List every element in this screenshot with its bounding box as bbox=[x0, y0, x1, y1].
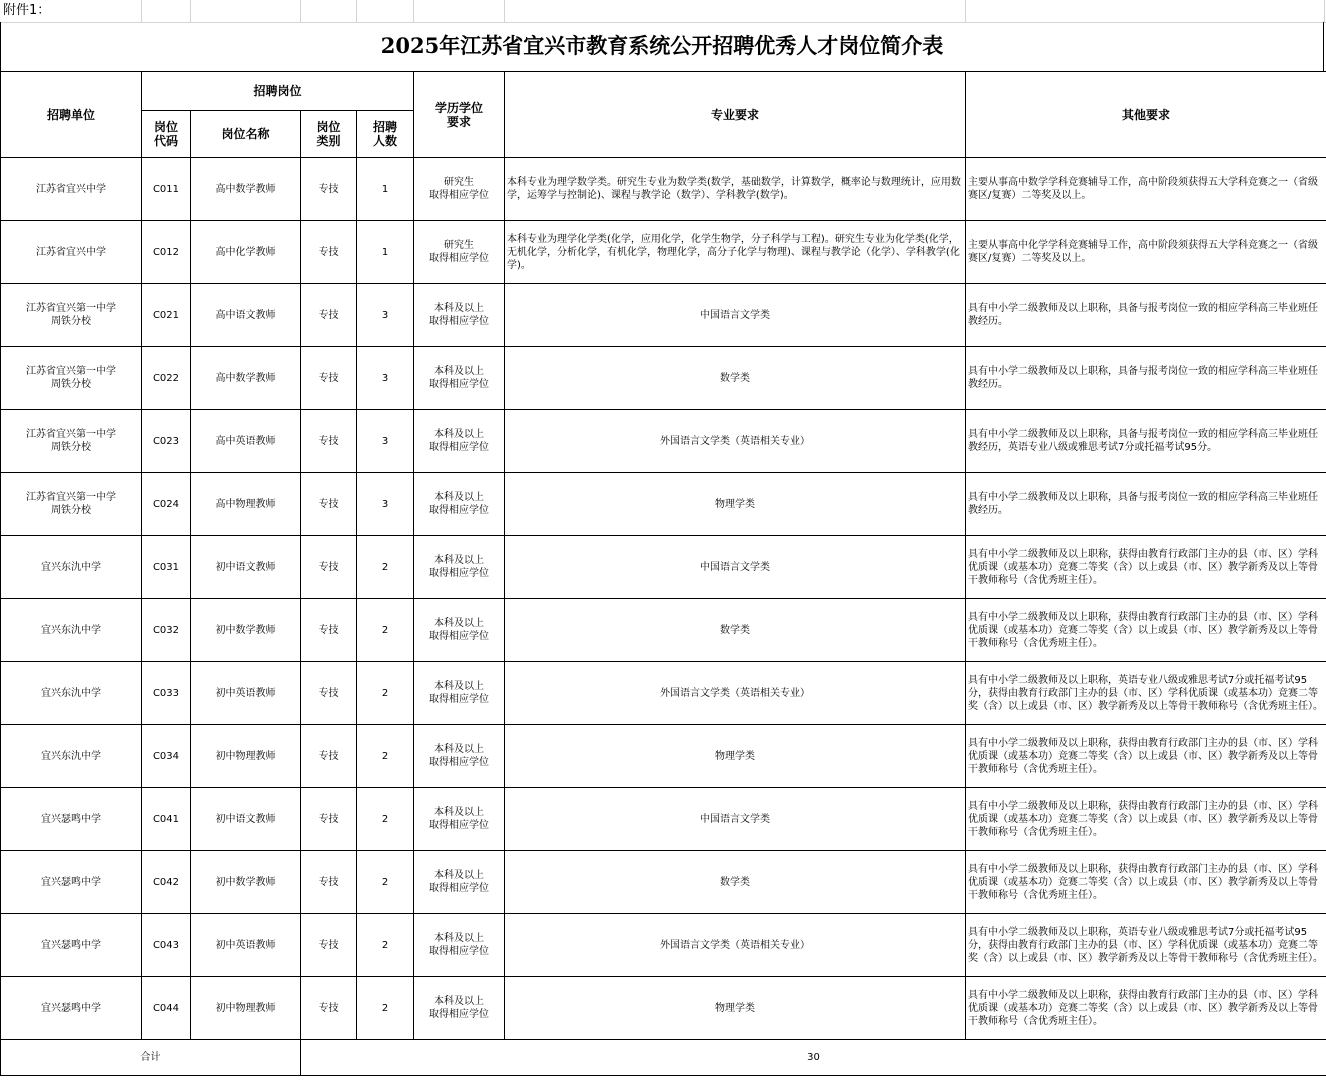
header-code[interactable]: 岗位 代码 bbox=[142, 111, 191, 158]
cell-name[interactable]: 初中物理教师 bbox=[191, 725, 301, 788]
cell-other[interactable]: 具有中小学二级教师及以上职称，获得由教育行政部门主办的县（市、区）学科优质课（或基本功）竞赛二等奖（含）以上或县（市、区）教学新秀及以上等骨干教师称号（含优秀班主任）。 bbox=[966, 725, 1326, 788]
cell-degree[interactable]: 本科及以上 取得相应学位 bbox=[414, 914, 505, 977]
cell-unit[interactable]: 宜兴瑟鸣中学 bbox=[1, 914, 142, 977]
header-category[interactable]: 岗位 类别 bbox=[301, 111, 357, 158]
cell-major[interactable]: 数学类 bbox=[505, 347, 966, 410]
cell-major[interactable]: 外国语言文学类（英语相关专业） bbox=[505, 662, 966, 725]
cell-major[interactable]: 本科专业为理学化学类(化学，应用化学，化学生物学，分子科学与工程)。研究生专业为化学类(化学，无机化学，分析化学，有机化学，物理化学，高分子化学与物理)、课程与教学论（化学）、学科教学(化学)。 bbox=[505, 221, 966, 284]
cell-degree[interactable]: 本科及以上 取得相应学位 bbox=[414, 725, 505, 788]
cell-name[interactable]: 初中英语教师 bbox=[191, 662, 301, 725]
cell-other[interactable]: 具有中小学二级教师及以上职称，获得由教育行政部门主办的县（市、区）学科优质课（或基本功）竞赛二等奖（含）以上或县（市、区）教学新秀及以上等骨干教师称号（含优秀班主任）。 bbox=[966, 977, 1326, 1040]
cell-degree[interactable]: 研究生 取得相应学位 bbox=[414, 158, 505, 221]
cell-code[interactable]: C034 bbox=[142, 725, 191, 788]
cell-degree[interactable]: 本科及以上 取得相应学位 bbox=[414, 347, 505, 410]
cell-name[interactable]: 初中数学教师 bbox=[191, 851, 301, 914]
cell-major[interactable]: 外国语言文学类（英语相关专业） bbox=[505, 410, 966, 473]
cell-count[interactable]: 2 bbox=[357, 662, 414, 725]
cell-other[interactable]: 具有中小学二级教师及以上职称，具备与报考岗位一致的相应学科高三毕业班任教经历。 bbox=[966, 347, 1326, 410]
cell-unit[interactable]: 江苏省宜兴第一中学 周铁分校 bbox=[1, 473, 142, 536]
cell-degree[interactable]: 本科及以上 取得相应学位 bbox=[414, 851, 505, 914]
cell-name[interactable]: 初中英语教师 bbox=[191, 914, 301, 977]
table-row bbox=[1, 158, 1326, 221]
table-row bbox=[1, 977, 1326, 1040]
cell-degree[interactable]: 本科及以上 取得相应学位 bbox=[414, 599, 505, 662]
cell-code[interactable]: C042 bbox=[142, 851, 191, 914]
cell-major[interactable]: 本科专业为理学数学类。研究生专业为数学类(数学，基础数学，计算数学，概率论与数理统计，应用数学，运筹学与控制论)、课程与教学论（数学）、学科教学(数学)。 bbox=[505, 158, 966, 221]
attachment-label: 附件1： bbox=[3, 3, 51, 18]
cell-name[interactable]: 高中语文教师 bbox=[191, 284, 301, 347]
cell-unit[interactable]: 宜兴瑟鸣中学 bbox=[1, 977, 142, 1040]
cell-major[interactable]: 物理学类 bbox=[505, 473, 966, 536]
cell-unit[interactable]: 宜兴东氿中学 bbox=[1, 599, 142, 662]
cell-degree[interactable]: 本科及以上 取得相应学位 bbox=[414, 536, 505, 599]
cell-name[interactable]: 初中数学教师 bbox=[191, 599, 301, 662]
cell-category[interactable]: 专技 bbox=[301, 977, 357, 1040]
cell-degree[interactable]: 本科及以上 取得相应学位 bbox=[414, 473, 505, 536]
cell-count[interactable]: 2 bbox=[357, 725, 414, 788]
cell-category[interactable]: 专技 bbox=[301, 599, 357, 662]
cell-unit[interactable]: 宜兴东氿中学 bbox=[1, 725, 142, 788]
cell-count[interactable]: 3 bbox=[357, 410, 414, 473]
cell-major[interactable]: 物理学类 bbox=[505, 977, 966, 1040]
cell-major[interactable]: 外国语言文学类（英语相关专业） bbox=[505, 914, 966, 977]
cell-code[interactable]: C043 bbox=[142, 914, 191, 977]
cell-other[interactable]: 具有中小学二级教师及以上职称，获得由教育行政部门主办的县（市、区）学科优质课（或基本功）竞赛二等奖（含）以上或县（市、区）教学新秀及以上等骨干教师称号（含优秀班主任）。 bbox=[966, 599, 1326, 662]
cell-category[interactable]: 专技 bbox=[301, 221, 357, 284]
cell-count[interactable]: 2 bbox=[357, 914, 414, 977]
gridline bbox=[190, 0, 191, 22]
cell-name[interactable]: 高中化学教师 bbox=[191, 221, 301, 284]
cell-category[interactable]: 专技 bbox=[301, 914, 357, 977]
top-grid-row bbox=[0, 0, 1326, 23]
cell-name[interactable]: 初中物理教师 bbox=[191, 977, 301, 1040]
cell-name[interactable]: 初中语文教师 bbox=[191, 536, 301, 599]
cell-unit[interactable]: 宜兴东氿中学 bbox=[1, 536, 142, 599]
cell-code[interactable]: C012 bbox=[142, 221, 191, 284]
cell-code[interactable]: C024 bbox=[142, 473, 191, 536]
cell-other[interactable]: 具有中小学二级教师及以上职称，英语专业八级或雅思考试7分或托福考试95分，获得由教育行政部门主办的县（市、区）学科优质课（或基本功）竞赛二等奖（含）以上或县（市、区）教学新秀及以上等骨干教师称号（含优秀班主任）。 bbox=[966, 662, 1326, 725]
cell-category[interactable]: 专技 bbox=[301, 347, 357, 410]
cell-category[interactable]: 专技 bbox=[301, 851, 357, 914]
cell-count[interactable]: 2 bbox=[357, 599, 414, 662]
cell-count[interactable]: 3 bbox=[357, 284, 414, 347]
cell-category[interactable]: 专技 bbox=[301, 158, 357, 221]
cell-code[interactable]: C033 bbox=[142, 662, 191, 725]
header-other[interactable]: 其他要求 bbox=[966, 72, 1326, 158]
table-row bbox=[1, 725, 1326, 788]
cell-name[interactable]: 高中数学教师 bbox=[191, 347, 301, 410]
cell-major[interactable]: 数学类 bbox=[505, 851, 966, 914]
cell-name[interactable]: 高中物理教师 bbox=[191, 473, 301, 536]
table-row bbox=[1, 662, 1326, 725]
table-row bbox=[1, 914, 1326, 977]
header-unit[interactable]: 招聘单位 bbox=[1, 72, 142, 158]
cell-degree[interactable]: 本科及以上 取得相应学位 bbox=[414, 788, 505, 851]
cell-category[interactable]: 专技 bbox=[301, 284, 357, 347]
table-row bbox=[1, 473, 1326, 536]
cell-other[interactable]: 具有中小学二级教师及以上职称，获得由教育行政部门主办的县（市、区）学科优质课（或基本功）竞赛二等奖（含）以上或县（市、区）教学新秀及以上等骨干教师称号（含优秀班主任）。 bbox=[966, 788, 1326, 851]
cell-category[interactable]: 专技 bbox=[301, 725, 357, 788]
cell-other[interactable]: 具有中小学二级教师及以上职称，具备与报考岗位一致的相应学科高三毕业班任教经历。 bbox=[966, 473, 1326, 536]
cell-degree[interactable]: 本科及以上 取得相应学位 bbox=[414, 410, 505, 473]
total-label[interactable]: 合计 bbox=[1, 1040, 301, 1076]
cell-category[interactable]: 专技 bbox=[301, 473, 357, 536]
cell-category[interactable]: 专技 bbox=[301, 410, 357, 473]
cell-count[interactable]: 2 bbox=[357, 788, 414, 851]
header-name[interactable]: 岗位名称 bbox=[191, 111, 301, 158]
cell-unit[interactable]: 江苏省宜兴中学 bbox=[1, 158, 142, 221]
gridline bbox=[141, 0, 142, 22]
cell-code[interactable]: C022 bbox=[142, 347, 191, 410]
cell-unit[interactable]: 江苏省宜兴第一中学 周铁分校 bbox=[1, 410, 142, 473]
cell-degree[interactable]: 本科及以上 取得相应学位 bbox=[414, 662, 505, 725]
cell-code[interactable]: C021 bbox=[142, 284, 191, 347]
cell-major[interactable]: 中国语言文学类 bbox=[505, 284, 966, 347]
cell-count[interactable]: 3 bbox=[357, 347, 414, 410]
cell-code[interactable]: C031 bbox=[142, 536, 191, 599]
table-row bbox=[1, 284, 1326, 347]
gridline bbox=[413, 0, 414, 22]
cell-degree[interactable]: 研究生 取得相应学位 bbox=[414, 221, 505, 284]
cell-other[interactable]: 具有中小学二级教师及以上职称，获得由教育行政部门主办的县（市、区）学科优质课（或基本功）竞赛二等奖（含）以上或县（市、区）教学新秀及以上等骨干教师称号（含优秀班主任）。 bbox=[966, 536, 1326, 599]
cell-count[interactable]: 1 bbox=[357, 221, 414, 284]
table-row bbox=[1, 788, 1326, 851]
cell-count[interactable]: 2 bbox=[357, 851, 414, 914]
total-row bbox=[1, 1040, 1326, 1076]
header-degree[interactable]: 学历学位 要求 bbox=[414, 72, 505, 158]
cell-unit[interactable]: 宜兴瑟鸣中学 bbox=[1, 788, 142, 851]
cell-unit[interactable]: 宜兴东氿中学 bbox=[1, 662, 142, 725]
table-row bbox=[1, 599, 1326, 662]
cell-other[interactable]: 具有中小学二级教师及以上职称，获得由教育行政部门主办的县（市、区）学科优质课（或基本功）竞赛二等奖（含）以上或县（市、区）教学新秀及以上等骨干教师称号（含优秀班主任）。 bbox=[966, 851, 1326, 914]
cell-category[interactable]: 专技 bbox=[301, 662, 357, 725]
gridline bbox=[356, 0, 357, 22]
cell-degree[interactable]: 本科及以上 取得相应学位 bbox=[414, 284, 505, 347]
cell-name[interactable]: 初中语文教师 bbox=[191, 788, 301, 851]
cell-count[interactable]: 1 bbox=[357, 158, 414, 221]
cell-unit[interactable]: 宜兴瑟鸣中学 bbox=[1, 851, 142, 914]
cell-count[interactable]: 2 bbox=[357, 536, 414, 599]
cell-count[interactable]: 3 bbox=[357, 473, 414, 536]
cell-other[interactable]: 具有中小学二级教师及以上职称，英语专业八级或雅思考试7分或托福考试95分，获得由教育行政部门主办的县（市、区）学科优质课（或基本功）竞赛二等奖（含）以上或县（市、区）教学新秀及以上等骨干教师称号（含优秀班主任）。 bbox=[966, 914, 1326, 977]
table-row bbox=[1, 536, 1326, 599]
cell-code[interactable]: C011 bbox=[142, 158, 191, 221]
cell-code[interactable]: C041 bbox=[142, 788, 191, 851]
table-row bbox=[1, 221, 1326, 284]
positions-table bbox=[0, 71, 1326, 1076]
header-position-group[interactable]: 招聘岗位 bbox=[142, 72, 414, 111]
cell-code[interactable]: C032 bbox=[142, 599, 191, 662]
cell-unit[interactable]: 江苏省宜兴第一中学 周铁分校 bbox=[1, 347, 142, 410]
page-title: 2025年江苏省宜兴市教育系统公开招聘优秀人才岗位简介表 bbox=[380, 33, 944, 58]
total-value[interactable]: 30 bbox=[301, 1040, 1326, 1076]
cell-code[interactable]: C044 bbox=[142, 977, 191, 1040]
cell-major[interactable]: 数学类 bbox=[505, 599, 966, 662]
header-major[interactable]: 专业要求 bbox=[505, 72, 966, 158]
cell-name[interactable]: 高中数学教师 bbox=[191, 158, 301, 221]
cell-other[interactable]: 主要从事高中化学学科竞赛辅导工作，高中阶段须获得五大学科竞赛之一（省级赛区/复赛）二等奖及以上。 bbox=[966, 221, 1326, 284]
header-count[interactable]: 招聘 人数 bbox=[357, 111, 414, 158]
cell-category[interactable]: 专技 bbox=[301, 788, 357, 851]
cell-other[interactable]: 具有中小学二级教师及以上职称，具备与报考岗位一致的相应学科高三毕业班任教经历。 bbox=[966, 284, 1326, 347]
gridline bbox=[300, 0, 301, 22]
cell-code[interactable]: C023 bbox=[142, 410, 191, 473]
cell-major[interactable]: 物理学类 bbox=[505, 725, 966, 788]
table-row bbox=[1, 347, 1326, 410]
cell-count[interactable]: 2 bbox=[357, 977, 414, 1040]
cell-degree[interactable]: 本科及以上 取得相应学位 bbox=[414, 977, 505, 1040]
cell-major[interactable]: 中国语言文学类 bbox=[505, 788, 966, 851]
cell-other[interactable]: 具有中小学二级教师及以上职称，具备与报考岗位一致的相应学科高三毕业班任教经历，英语专业八级或雅思考试7分或托福考试95分。 bbox=[966, 410, 1326, 473]
gridline bbox=[1324, 0, 1325, 22]
cell-major[interactable]: 中国语言文学类 bbox=[505, 536, 966, 599]
table-row bbox=[1, 851, 1326, 914]
cell-name[interactable]: 高中英语教师 bbox=[191, 410, 301, 473]
gridline bbox=[504, 0, 505, 22]
cell-other[interactable]: 主要从事高中数学学科竞赛辅导工作，高中阶段须获得五大学科竞赛之一（省级赛区/复赛）二等奖及以上。 bbox=[966, 158, 1326, 221]
gridline bbox=[965, 0, 966, 22]
title-cell[interactable] bbox=[0, 22, 1324, 71]
table-row bbox=[1, 410, 1326, 473]
cell-unit[interactable]: 江苏省宜兴第一中学 周铁分校 bbox=[1, 284, 142, 347]
cell-unit[interactable]: 江苏省宜兴中学 bbox=[1, 221, 142, 284]
cell-category[interactable]: 专技 bbox=[301, 536, 357, 599]
